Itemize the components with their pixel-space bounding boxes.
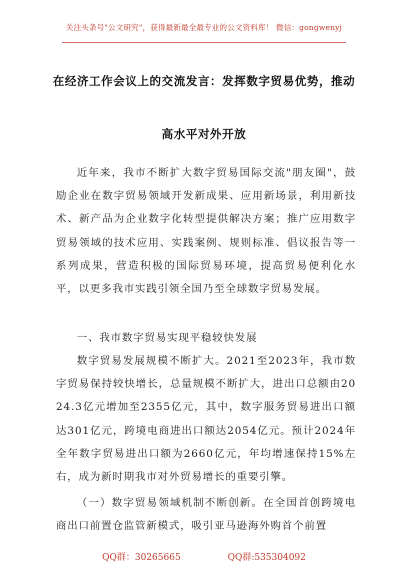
document-title-line-1: 在经济工作会议上的交流发言：发挥数字贸易优势，推动 xyxy=(52,74,356,88)
document-title-line-2: 高水平对外开放 xyxy=(161,127,247,141)
header-divider xyxy=(62,42,346,43)
section-heading-1: 一、我市数字贸易实现平稳较快发展 xyxy=(76,332,258,344)
footer-qq-groups xyxy=(0,550,408,563)
paragraph-scale: 数字贸易发展规模不断扩大。2021至2023年，我市数字贸易保持较快增长，总量规模不断扩大，进出口总额由2024.3亿元增加至2355亿元，其中，数字服务贸易进出口额达301亿元，跨境电商进出口额达2054亿元。预计2024年全年数字贸易进出口额为2660亿元，年均增速保持15%左右，成为新时期我市对外贸易增长的重要引擎。 xyxy=(56,355,356,484)
footer-qq-group-2: QQ群:535304092 xyxy=(227,553,306,563)
footer-qq-group-1: QQ群：30265665 xyxy=(102,553,181,563)
paragraph-mechanism: （一）数字贸易领域机制不断创新。在全国首创跨境电商出口前置仓监管新模式，吸引亚马逊海外购首个前置 xyxy=(56,497,356,533)
paragraph-intro: 近年来，我市不断扩大数字贸易国际交流"朋友圈"，鼓励企业在数字贸易领域开发新成果、应用新场景，利用新技术、新产品为企业数字化转型提供解决方案；推广应用数字贸易领域的技术应用、实践案例、规则标准、倡议报告等一系列成果，营造积极的国际贸易环境，提高贸易便利化水平，以更多我市实践引领全国乃至全球数字贸易发展。 xyxy=(56,167,356,296)
header-banner: 关注头条号"公文研究"，获得最新最全最专业的公文资料库！ 微信：gongwenyj xyxy=(65,23,343,32)
